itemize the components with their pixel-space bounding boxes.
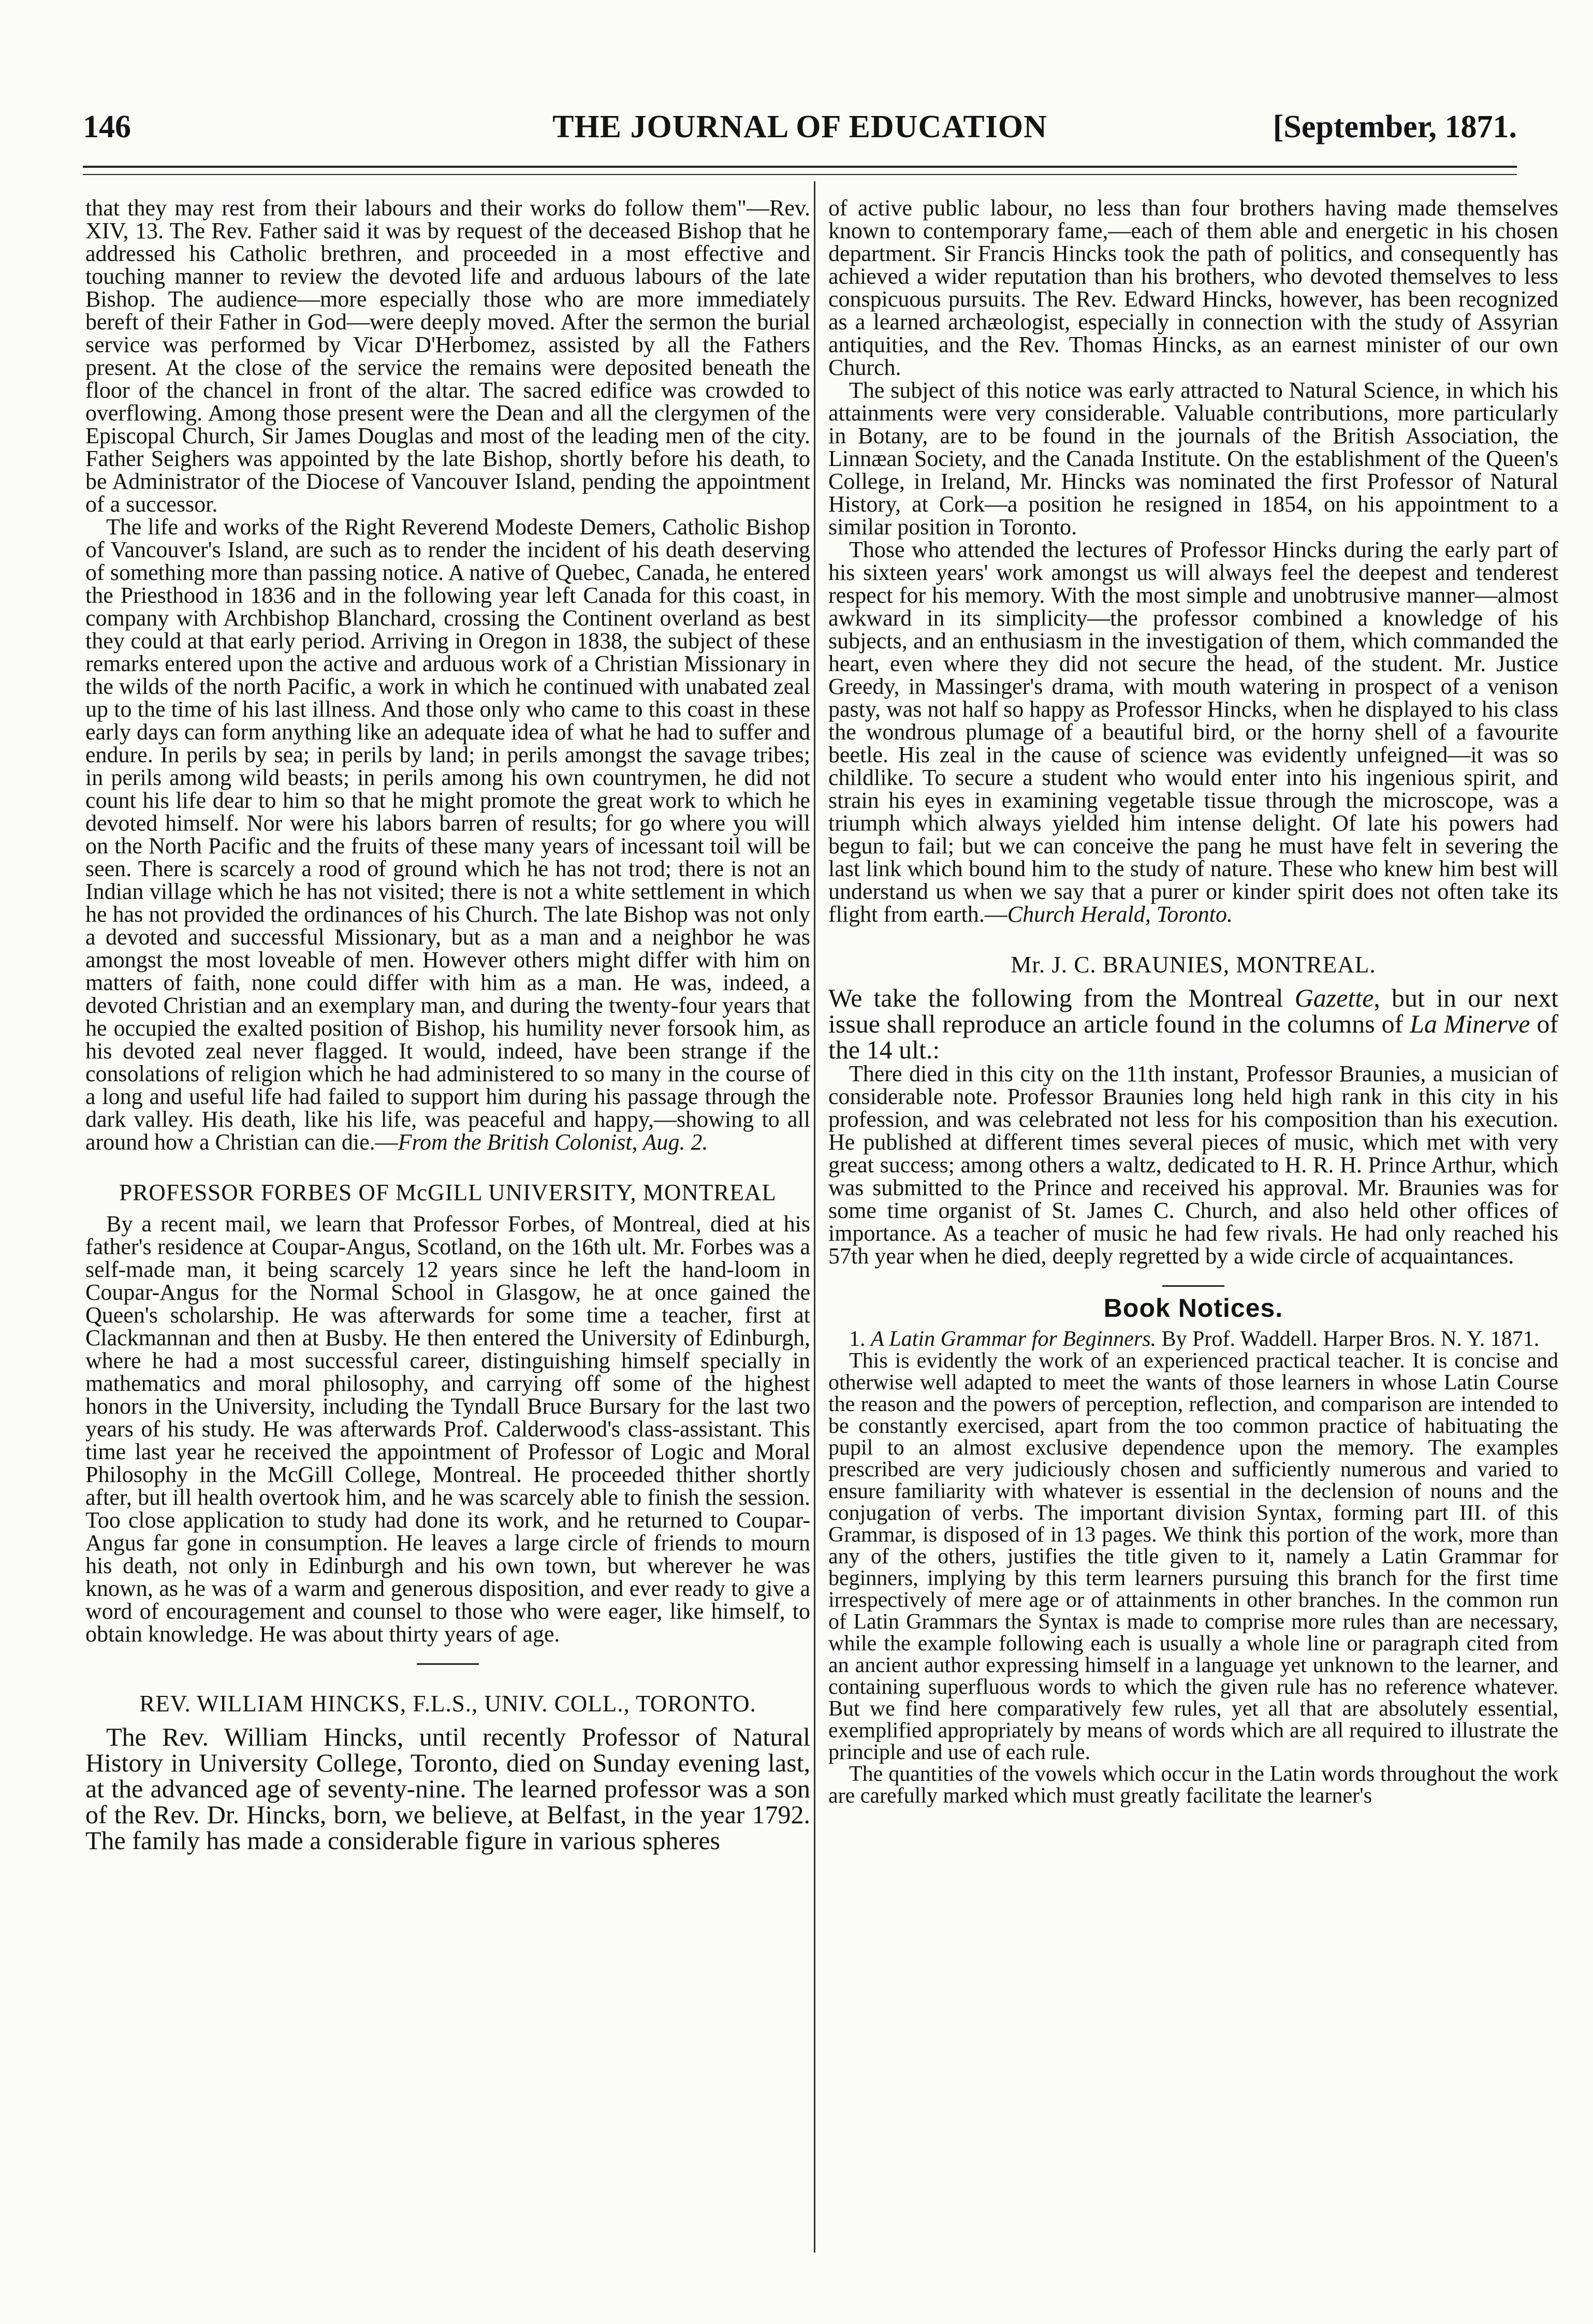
paragraph [828, 539, 1558, 926]
paragraph: that they may rest from their labours and their works do follow them"—Rev. XIV, 13. The Rev. Father said it was by request of the deceased Bishop that he addressed his Catholic brethren, and proceeded in a most effective and touching manner to review the devoted life and arduous labours of the late Bishop. The audience—more especially those who are more immediately bereft of their Father in God—were deeply moved. After the sermon the burial service was performed by Vicar D'Herbomez, assisted by all the Fathers present. At the close of the service the remains were deposited beneath the floor of the chancel in front of the altar. The sacred edifice was crowded to overflowing. Among those present were the Dean and all the clergymen of the Episcopal Church, Sir James Douglas and most of the leading men of the city. Father Seighers was appointed by the late Bishop, shortly before his death, to be Administrator of the Diocese of Vancouver Island, pending the appointment of a successor. [85, 195, 810, 517]
paragraph: By a recent mail, we learn that Professor Forbes, of Montreal, died at his father's residence at Coupar-Angus, Scotland, on the 16th ult. Mr. Forbes was a self-made man, it being scarcely 12 years since he left the hand-loom in Coupar-Angus for the Normal School in Glasgow, he at once gained the Queen's scholarship. He was afterwards for some time a teacher, first at Clackmannan and then at Busby. He then entered the University of Edinburgh, where he had a most successful career, distinguishing himself specially in mathematics and moral philosophy, and carrying off some of the highest honors in the University, including the Tyndall Bruce Bursary for the last two years of his study. He was afterwards Prof. Calderwood's class-assistant. This time last year he received the appointment of Professor of Logic and Moral Philosophy in the McGill College, Montreal. He proceeded thither shortly after, but ill health overtook him, and he was scarcely able to finish the session. Too close application to study had done its work, and he returned to Coupar-Angus far gone in consumption. He leaves a large circle of friends to mourn his death, not only in Edinburgh and his own town, but wherever he was known, as he was of a warm and generous disposition, and ever ready to give a word of encouragement and counsel to those who were eager, like himself, to obtain knowledge. He was about thirty years of age. [85, 1211, 810, 1647]
lead-text: of the 14 ult.: [828, 1009, 1558, 1064]
header-rule [83, 166, 1517, 168]
issue-date: [September, 1871. [1273, 109, 1517, 144]
paragraph-text: The life and works of the Right Reverend Modeste Demers, Catholic Bishop of Vancouver's Island, are such as to render the incident of his death deserving of something more than passing notice. A native of Quebec, Canada, he entered the Priesthood in 1836 and in the following year left Canada for this coast, in company with Archbishop Blanchard, crossing the Continent overland as best they could at that early period. Arriving in Oregon in 1838, the subject of these remarks entered upon the active and arduous work of a Christian Missionary in the wilds of the north Pacific, a work in which he continued with unabated zeal up to the time of his last illness. And those only who came to this coast in these early days can form anything like an adequate idea of what he had to suffer and endure. In perils by sea; in perils by land; in perils amongst the savage tribes; in perils among wild beasts; in perils among his own countrymen, he did not count his life dear to him so that he might promote the great work to which he devoted himself. Nor were his labors barren of results; for go where you will on the North Pacific and the fruits of these many years of incessant toil will be seen. There is scarcely a rood of ground which he has not trod; there is not an Indian village which he has not visited; there is not a white settlement in which he has not provided the ordinances of his Church. The late Bishop was not only a devoted and successful Missionary, but as a man and a neighbor he was amongst the most loveable of men. However others might differ with him on matters of faith, none could differ with him as a man. He was, indeed, a devoted Christian and an exemplary man, and during the twenty-four years that he occupied the exalted position of Bishop, his humility never forsook him, as his devoted zeal never flagged. It would, indeed, have been strange if the consolations of religion which he had administered to so many in the course of a long and useful life had failed to support him during his passage through the dark valley. His death, like his life, was peaceful and happy,—showing to all around how a Christian can die.— [85, 514, 810, 1155]
column-divider [814, 181, 815, 2253]
header-rule-thin [83, 174, 1517, 175]
lead-text: , but in our next issue shall reproduce an article found in the columns of [828, 983, 1558, 1038]
article-heading: Mr. J. C. BRAUNIES, MONTREAL. [1011, 952, 1376, 978]
book-title: A Latin Grammar for Beginners. [871, 1327, 1157, 1351]
paragraph-text: Those who attended the lectures of Professor Hincks during the early part of his sixteen years' work amongst us will always feel the deepest and tenderest respect for his memory. With the most simple and unobtrusive manner—almost awkward in its simplicity—the professor combined a knowledge of his subjects, and an enthusiasm in the investigation of them, which commanded the heart, even where they did not secure the head, of the student. Mr. Justice Greedy, in Massinger's drama, with mouth watering in prospect of a venison pasty, was not half so happy as Professor Hincks, when he displayed to his class the wondrous plumage of a beautiful bird, or the horny shell of a favourite beetle. His zeal in the cause of science was evidently unfeigned—it was so childlike. To secure a student who would enter into his ingenious spirit, and strain his eyes in examining vegetable tissue through the microscope, was a triumph which always yielded him intense delight. Of late his powers had begun to fail; but we can conceive the pang he must have felt in severing the last link which bound him to the study of nature. These who knew him best will understand us when we say that a purer or kinder spirit does not often take its flight from earth.— [828, 537, 1558, 927]
paragraph: This is evidently the work of an experienced practical teacher. It is concise and otherwise well adapted to meet the wants of those learners in whose Latin Course the reason and the powers of perception, reflection, and comparison are intended to be constantly exercised, apart from the too common practice of habituating the pupil to an almost exclusive dependence upon the memory. The examples prescribed are very judiciously chosen and sufficiently numerous and varied to ensure familiarity with whatever is essential in the declension of nouns and the conjugation of verbs. The important division Syntax, forming part III. of this Grammar, is disposed of in 13 pages. We think this portion of the work, more than any of the others, justifies the title given to it, namely a Latin Grammar for beginners, implying by this term learners pursuing this branch for the first time irrespectively of mere age or of attainments in other branches. In the common run of Latin Grammars the Syntax is made to comprise more rules than are necessary, while the example following each is usually a whole line or paragraph cited from an ancient author expressing himself in a language yet unknown to the learner, and containing superfluous words to which the given rule has no reference whatever. But we find here comparatively few rules, yet all that are absolutely essential, exemplified appropriately by means of words which are all required to illustrate the principle and use of each rule. [828, 1349, 1558, 1764]
section-divider [1162, 1285, 1224, 1287]
book-publisher: By Prof. Waddell. Harper Bros. N. Y. 1871. [1156, 1327, 1540, 1351]
publication-name: La Minerve [1410, 1009, 1530, 1038]
paragraph: The quantities of the vowels which occur in the Latin words throughout the work are carefully marked which must greatly facilitate the learner's [828, 1762, 1558, 1808]
paragraph: of active public labour, no less than four brothers having made themselves known to contemporary fame,—each of them able and energetic in his chosen department. Sir Francis Hincks took the path of politics, and consequently has achieved a wider reputation than his brothers, who devoted themselves to less conspicuous pursuits. The Rev. Edward Hincks, however, has been recognized as a learned archæologist, especially in connection with the study of Assyrian antiquities, and the Rev. Thomas Hincks, as an earnest minister of our own Church. [828, 195, 1558, 380]
right-column [828, 197, 1558, 1807]
lead-text: We take the following from the Montreal [828, 983, 1295, 1012]
article-heading: REV. WILLIAM HINCKS, F.L.S., UNIV. COLL., TORONTO. [139, 1691, 756, 1717]
page-header [83, 109, 1517, 161]
paragraph: There died in this city on the 11th instant, Professor Braunies, a musician of considerable note. Professor Braunies long held high rank in this city in his profession, and was celebrated not less for his composition than his execution. He published at different times several pieces of music, which met with very great success; among others a waltz, dedicated to H. R. H. Prince Arthur, which was submitted to the Prince and received his approval. Mr. Braunies was for some time organist of St. James C. Church, and also held other offices of importance. As a teacher of music he had few rivals. He had only reached his 57th year when he died, deeply regretted by a wide circle of acquaintances. [828, 1061, 1558, 1269]
book-citation [828, 1328, 1558, 1350]
book-number: 1. [849, 1327, 871, 1351]
left-column [85, 197, 810, 1853]
article-heading: PROFESSOR FORBES OF McGILL UNIVERSITY, MONTREAL [119, 1180, 777, 1205]
page-number: 146 [83, 109, 131, 144]
section-heading: Book Notices. [1103, 1294, 1283, 1323]
lead-paragraph [828, 985, 1558, 1063]
publication-name: Gazette [1294, 983, 1374, 1012]
section-divider [417, 1663, 479, 1665]
paragraph: The subject of this notice was early attracted to Natural Science, in which his attainments were very considerable. Valuable contributions, more particularly in Botany, are to be found in the journals of the British Association, the Linnæan Society, and the Canada Institute. On the establishment of the Queen's College, in Ireland, Mr. Hincks was nominated the first Professor of Natural History, at Cork—a position he resigned in 1854, on his appointment to a similar position in Toronto. [828, 377, 1558, 540]
paragraph [85, 516, 810, 1154]
paragraph: The Rev. William Hincks, until recently Professor of Natural History in University College, Toronto, died on Sunday evening last, at the advanced age of seventy-nine. The learned professor was a son of the Rev. Dr. Hincks, born, we believe, at Belfast, in the year 1792. The family has made a considerable figure in various spheres [85, 1722, 810, 1855]
source-citation: From the British Colonist, Aug. 2. [398, 1129, 708, 1155]
source-citation: Church Herald, Toronto. [1007, 902, 1233, 927]
journal-title: THE JOURNAL OF EDUCATION [552, 109, 1047, 144]
